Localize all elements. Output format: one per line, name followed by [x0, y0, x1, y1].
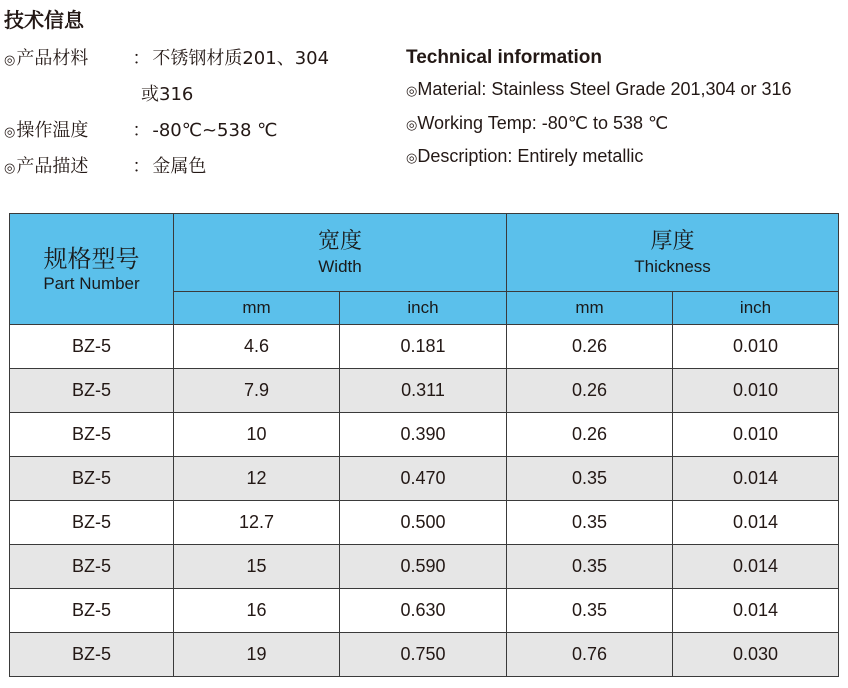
width-inch-cell: 0.590 — [340, 545, 507, 589]
table-row — [10, 501, 839, 545]
thickness-inch-cell: 0.010 — [673, 369, 839, 413]
table-row — [10, 457, 839, 501]
part-number-cell: BZ-5 — [10, 369, 174, 413]
thickness-inch-cell: 0.014 — [673, 589, 839, 633]
en-material-text: Material: Stainless Steel Grade 201,304 or 316 — [417, 79, 792, 99]
cn-temp-line — [4, 118, 277, 146]
part-number-cell: BZ-5 — [10, 501, 174, 545]
width-mm-cell: 12.7 — [174, 501, 340, 545]
thickness-mm-cell: 0.35 — [507, 545, 673, 589]
section-title-cn: 技术信息 — [4, 8, 84, 32]
width-mm-cell: 19 — [174, 633, 340, 677]
bullet-mark-icon: ◎ — [4, 125, 16, 140]
cn-material-cont-line — [141, 82, 193, 108]
width-inch-cell: 0.630 — [340, 589, 507, 633]
en-temp-line — [406, 111, 668, 137]
thickness-mm-cell: 0.76 — [507, 633, 673, 677]
colon: ： — [132, 120, 151, 141]
en-material-line — [406, 77, 792, 103]
colon: ： — [132, 48, 151, 69]
header-width — [174, 214, 507, 292]
en-temp-text: Working Temp: -80℃ to 538 ℃ — [417, 113, 669, 133]
cn-material-line — [4, 46, 329, 74]
width-mm-cell: 10 — [174, 413, 340, 457]
width-inch-cell: 0.390 — [340, 413, 507, 457]
header-unit-thickness-inch: inch — [673, 292, 839, 325]
spec-table-body — [10, 325, 839, 677]
part-number-cell: BZ-5 — [10, 325, 174, 369]
header-part-number-en: Part Number — [43, 274, 140, 293]
thickness-mm-cell: 0.35 — [507, 457, 673, 501]
table-row — [10, 545, 839, 589]
part-number-cell: BZ-5 — [10, 457, 174, 501]
header-width-cn: 宽度 — [318, 228, 363, 254]
thickness-mm-cell: 0.35 — [507, 501, 673, 545]
header-part-number-cn: 规格型号 — [43, 245, 140, 273]
cn-desc-label: 产品描述 — [16, 156, 89, 177]
header-unit-width-inch: inch — [340, 292, 507, 325]
header-thickness — [507, 214, 839, 292]
width-inch-cell: 0.750 — [340, 633, 507, 677]
part-number-cell: BZ-5 — [10, 589, 174, 633]
thickness-mm-cell: 0.26 — [507, 369, 673, 413]
thickness-mm-cell: 0.26 — [507, 325, 673, 369]
width-mm-cell: 7.9 — [174, 369, 340, 413]
thickness-inch-cell: 0.014 — [673, 545, 839, 589]
width-inch-cell: 0.500 — [340, 501, 507, 545]
thickness-inch-cell: 0.014 — [673, 457, 839, 501]
header-thickness-en: Thickness — [634, 256, 711, 276]
table-row — [10, 413, 839, 457]
width-inch-cell: 0.181 — [340, 325, 507, 369]
thickness-mm-cell: 0.26 — [507, 413, 673, 457]
header-unit-width-mm: mm — [174, 292, 340, 325]
bullet-mark-icon: ◎ — [4, 161, 16, 176]
width-mm-cell: 12 — [174, 457, 340, 501]
header-unit-thickness-mm: mm — [507, 292, 673, 325]
table-row — [10, 633, 839, 677]
section-title-en: Technical information — [406, 47, 603, 68]
thickness-inch-cell: 0.010 — [673, 413, 839, 457]
bullet-mark-icon: ◎ — [406, 83, 418, 98]
en-desc-text: Description: Entirely metallic — [417, 146, 644, 166]
header-thickness-cn: 厚度 — [650, 228, 695, 254]
header-width-en: Width — [318, 256, 362, 276]
thickness-inch-cell: 0.014 — [673, 501, 839, 545]
width-inch-cell: 0.470 — [340, 457, 507, 501]
thickness-inch-cell: 0.030 — [673, 633, 839, 677]
table-row — [10, 589, 839, 633]
width-mm-cell: 16 — [174, 589, 340, 633]
part-number-cell: BZ-5 — [10, 545, 174, 589]
part-number-cell: BZ-5 — [10, 413, 174, 457]
cn-material-label: 产品材料 — [16, 48, 89, 69]
thickness-inch-cell: 0.010 — [673, 325, 839, 369]
spec-table — [9, 213, 839, 677]
cn-material-value: 不锈钢材质201、304 — [152, 48, 330, 69]
en-desc-line — [406, 144, 643, 170]
cn-material-value-cont: 或316 — [141, 84, 194, 105]
cn-desc-value: 金属色 — [152, 156, 207, 177]
part-number-cell: BZ-5 — [10, 633, 174, 677]
thickness-mm-cell: 0.35 — [507, 589, 673, 633]
cn-temp-value: -80℃~538 ℃ — [152, 120, 278, 141]
width-inch-cell: 0.311 — [340, 369, 507, 413]
bullet-mark-icon: ◎ — [406, 150, 418, 165]
table-row — [10, 369, 839, 413]
cn-temp-label: 操作温度 — [16, 120, 89, 141]
header-part-number — [10, 214, 174, 325]
table-row — [10, 325, 839, 369]
width-mm-cell: 15 — [174, 545, 340, 589]
colon: ： — [132, 156, 151, 177]
width-mm-cell: 4.6 — [174, 325, 340, 369]
cn-desc-line — [4, 154, 206, 182]
bullet-mark-icon: ◎ — [406, 117, 418, 132]
bullet-mark-icon: ◎ — [4, 53, 16, 68]
